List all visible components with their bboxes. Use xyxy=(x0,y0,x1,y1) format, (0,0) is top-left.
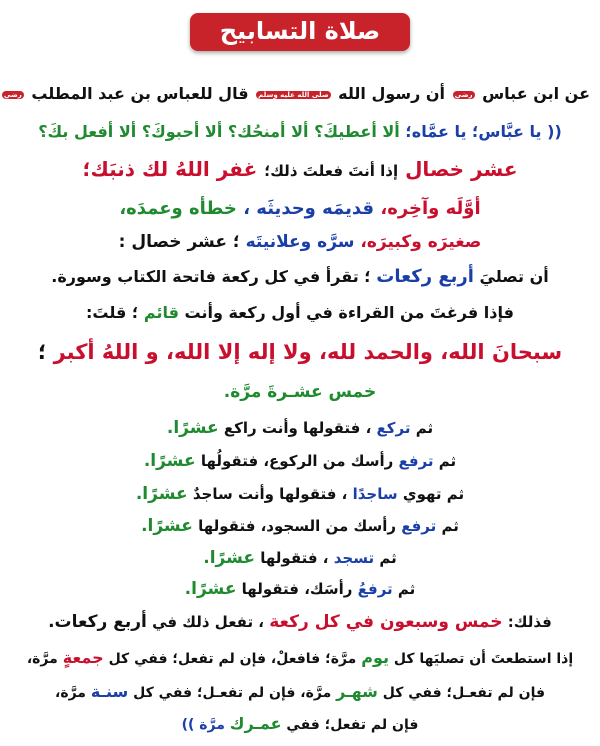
text-segment: و اللهُ أكبر xyxy=(53,340,159,364)
frequency-line-1 xyxy=(0,648,600,667)
step-sujud xyxy=(0,484,600,504)
text-segment: غفر اللهُ لك ذنبَك؛ xyxy=(82,157,258,181)
text-segment: ثم xyxy=(379,549,397,567)
step-second-sujud xyxy=(0,548,600,568)
text-segment: أوَّلَه وآخِره، xyxy=(380,198,481,219)
text-segment: عشرًا. xyxy=(135,484,188,504)
text-segment: سرَّه وعلانيتَه xyxy=(245,232,355,252)
text-segment: إذا استطعتَ أن تصليَها كل xyxy=(393,651,574,667)
text-segment: رأسك من السجود، فتقولها xyxy=(198,517,396,535)
text-segment: ألا أحبوكَ؟ xyxy=(141,122,223,141)
text-segment: فذلك: xyxy=(507,613,552,631)
narration-line-1 xyxy=(0,84,600,103)
text-segment: ؛ تقرأ في كل ركعة فاتحة الكتاب xyxy=(117,267,371,286)
honorific-prophet: صلى الله عليه وسلم xyxy=(258,90,329,99)
text-segment: عشرًا. xyxy=(143,451,196,471)
text-segment: أربع ركعات xyxy=(376,266,474,287)
summary-line xyxy=(0,612,600,632)
narration-line-2 xyxy=(0,122,600,141)
text-segment: خمس عشـرةَ مرَّة. xyxy=(223,382,377,402)
text-segment: ثم تهوي xyxy=(402,485,465,503)
text-segment: عمـرك xyxy=(229,714,282,733)
text-segment: قديمَه وحديثَه ، xyxy=(243,198,375,219)
text-segment: ، فتقولها xyxy=(260,549,329,567)
text-segment: تركع xyxy=(376,419,411,437)
honorific-abbas: رضي xyxy=(454,90,473,99)
frequency-line-2 xyxy=(0,682,600,701)
narration-line-6 xyxy=(0,266,600,287)
text-segment: فإن لم تفعل؛ ففي xyxy=(286,717,419,733)
step-final-rise xyxy=(0,579,600,599)
honorific-abbas-end: رضي xyxy=(3,90,22,99)
text-segment: ترفع xyxy=(401,517,437,535)
text-segment: جمعةٍ xyxy=(62,648,104,667)
text-segment: عشرًا. xyxy=(203,548,256,568)
text-segment: أن تصليَ xyxy=(479,267,549,286)
text-segment: صغيرَه وكبيرَه، xyxy=(360,232,482,252)
text-segment: ترفعُ xyxy=(357,580,393,598)
text-segment: شهـر xyxy=(336,682,378,701)
text-segment: فإن لم تفعـل؛ ففي كل xyxy=(382,685,545,701)
text-segment: عشرًا. xyxy=(184,579,237,599)
text-segment: رأسَك، فتقولها xyxy=(241,580,353,598)
title-banner xyxy=(0,13,600,51)
text-segment: ؛ عشر خصال : xyxy=(118,232,240,252)
text-segment: ، فتقولها وأنت راكع xyxy=(223,419,372,437)
frequency-line-3 xyxy=(0,714,600,733)
text-segment: ولا إله إلا الله، xyxy=(166,340,312,364)
text-segment: مرَّة، xyxy=(26,651,58,667)
text-segment: رأسك من الركوع، فتقولُها xyxy=(200,452,394,470)
narration-line-4 xyxy=(0,198,600,219)
text-segment: والحمد لله، xyxy=(318,340,433,364)
text-segment: وسورة. xyxy=(51,267,112,286)
text-segment: قال للعباس بن عبد المطلب xyxy=(31,84,249,103)
count-fifteen xyxy=(0,382,600,402)
text-segment: ، تفعل ذلك في xyxy=(152,613,265,631)
text-segment: يوم xyxy=(361,648,389,667)
text-segment: ، فتقولها وأنت ساجدٌ xyxy=(192,485,348,503)
text-segment: ؛ xyxy=(37,340,47,364)
text-segment: قائم xyxy=(143,303,179,322)
narration-line-5 xyxy=(0,232,600,252)
text-segment: ؛ قلتَ: xyxy=(86,303,139,322)
text-segment: ألا أعطيكَ؟ xyxy=(314,122,400,141)
text-segment: مرَّة )) xyxy=(181,717,225,733)
text-segment: إذا أنتَ فعلتَ ذلك؛ xyxy=(264,162,399,180)
narration-line-3 xyxy=(0,157,600,181)
text-segment: مرَّة؛ فافعلْ، فإن لم تفعل؛ ففي كل xyxy=(108,651,357,667)
text-segment: مرَّة، فإن لم تفعـل؛ ففي كل xyxy=(133,685,332,701)
text-segment: ساجدًا xyxy=(352,485,398,503)
page-title: صلاة التسابيح xyxy=(190,13,411,51)
text-segment: ثم xyxy=(441,517,459,535)
tasbih-formula xyxy=(0,340,600,364)
text-segment: خمس وسبعون في كل ركعة xyxy=(269,612,503,632)
text-segment: خطأه وعمدَه، xyxy=(119,198,237,219)
step-rise-from-ruku xyxy=(0,451,600,471)
text-segment: عن ابن عباس xyxy=(482,84,590,103)
text-segment: سنـة xyxy=(90,682,129,701)
text-segment: ألا أمنحُك؟ xyxy=(227,122,309,141)
text-segment: ثم xyxy=(438,452,457,470)
text-segment: أن رسول الله xyxy=(338,84,446,103)
text-segment: عشرًا. xyxy=(141,516,193,536)
step-rise-from-sujud xyxy=(0,516,600,536)
narration-line-7 xyxy=(0,303,600,322)
text-segment: مرَّة، xyxy=(55,685,86,701)
text-segment: ترفع xyxy=(398,452,434,470)
text-segment: عشر خصال xyxy=(405,157,518,181)
step-ruku xyxy=(0,418,600,438)
text-segment: تسجد xyxy=(333,549,375,567)
text-segment: سبحانَ الله، xyxy=(440,340,563,364)
text-segment: ألا أفعل بكَ؟ xyxy=(38,122,137,141)
text-segment: ثم xyxy=(397,580,416,598)
text-segment: عشرًا. xyxy=(166,418,219,438)
text-segment: فإذا فرغتَ من القراءة في أول ركعة وأنت xyxy=(184,303,514,322)
text-segment: أربع ركعات. xyxy=(48,612,147,632)
text-segment: (( يا عبَّاس؛ يا عمَّاه؛ xyxy=(405,122,562,141)
text-segment: ثم xyxy=(415,419,434,437)
